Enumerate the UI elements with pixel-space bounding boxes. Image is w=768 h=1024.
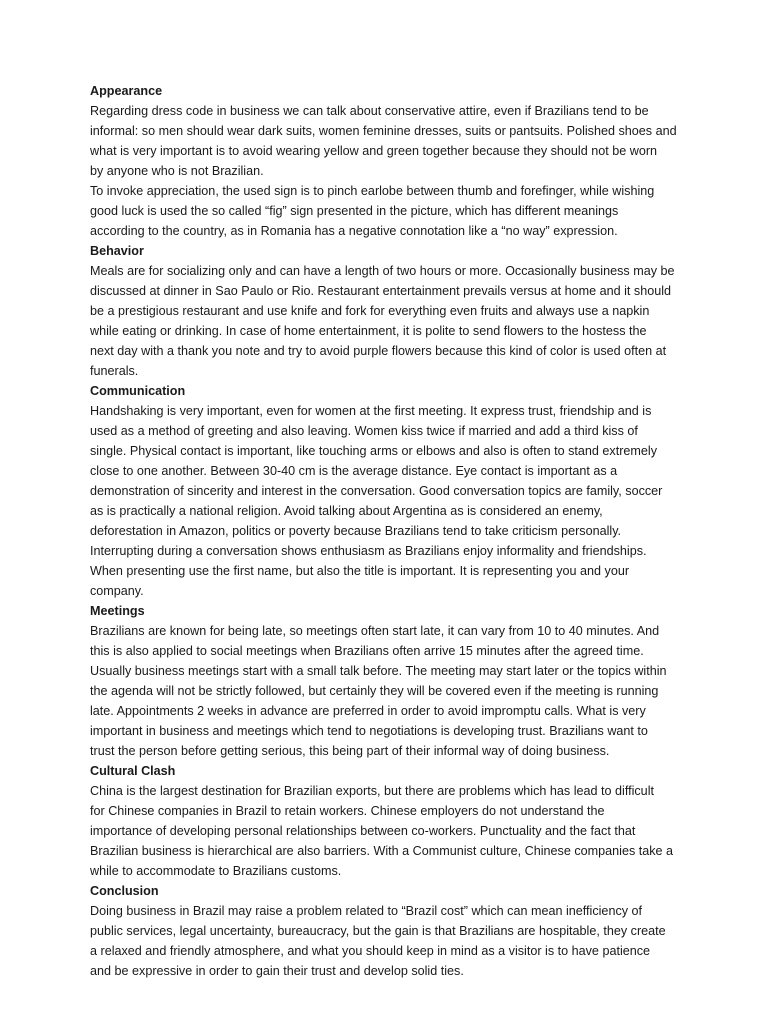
text-line: demonstration of sincerity and interest in the conversation. Good conversation topics are family, soccer [90,484,663,498]
text-line: and be expressive in order to gain their trust and develop solid ties. [90,964,464,978]
section-behavior [90,241,680,381]
text-line: while eating or drinking. In case of home entertainment, it is polite to send flowers to the hostess the [90,324,647,338]
text-line: Interrupting during a conversation shows enthusiasm as Brazilians enjoy informality and friendships. [90,544,647,558]
paragraph [90,261,680,381]
text-line: China is the largest destination for Brazilian exports, but there are problems which has lead to difficult [90,784,654,798]
paragraph [90,401,680,601]
section-appearance [90,81,680,241]
section-heading: Meetings [90,604,145,618]
section-heading: Appearance [90,84,163,98]
text-line: Doing business in Brazil may raise a problem related to “Brazil cost” which can mean inefficiency of [90,904,643,918]
text-line: used as a method of greeting and also leaving. Women kiss twice if married and add a third kiss of [90,424,638,438]
text-line: informal: so men should wear dark suits, women feminine dresses, suits or pantsuits. Polished shoes and [90,124,677,138]
text-line: by anyone who is not Brazilian. [90,164,264,178]
text-line: what is very important is to avoid wearing yellow and green together because they should not be worn [90,144,658,158]
paragraph [90,101,680,181]
document-page [90,81,680,981]
text-line: When presenting use the first name, but also the title is important. It is representing you and your [90,564,630,578]
text-line: Regarding dress code in business we can talk about conservative attire, even if Brazilians tend to be [90,104,649,118]
text-line: Brazilian business is hierarchical are also barriers. With a Communist culture, Chinese companies take a [90,844,674,858]
section-heading: Cultural Clash [90,764,176,778]
text-line: late. Appointments 2 weeks in advance are preferred in order to avoid impromptu calls. What is very [90,704,646,718]
text-line: importance of developing personal relationships between co-workers. Punctuality and the fact that [90,824,636,838]
text-line: public services, legal uncertainty, bureaucracy, but the gain is that Brazilians are hospitable, they create [90,924,666,938]
text-line: be a prestigious restaurant and use knife and fork for everything even fruits and always use a napkin [90,304,650,318]
paragraph [90,901,680,981]
text-line: this is also applied to social meetings when Brazilians often arrive 15 minutes after the agreed time. [90,644,644,658]
text-line: Usually business meetings start with a small talk before. The meeting may start later or the topics within [90,664,667,678]
text-line: while to accommodate to Brazilians customs. [90,864,342,878]
text-line: good luck is used the so called “fig” sign presented in the picture, which has different meanings [90,204,619,218]
text-line: a relaxed and friendly atmosphere, and what you should keep in mind as a visitor is to have patience [90,944,651,958]
text-line: trust the person before getting serious, this being part of their informal way of doing business. [90,744,610,758]
text-line: Handshaking is very important, even for women at the first meeting. It express trust, friendship and is [90,404,652,418]
section-communication [90,381,680,601]
text-line: To invoke appreciation, the used sign is to pinch earlobe between thumb and forefinger, while wishing [90,184,655,198]
text-line: deforestation in Amazon, politics or poverty because Brazilians tend to take criticism personally. [90,524,622,538]
section-heading: Behavior [90,244,144,258]
text-line: company. [90,584,144,598]
text-line: Meals are for socializing only and can have a length of two hours or more. Occasionally business may be [90,264,675,278]
section-heading: Conclusion [90,884,159,898]
text-line: as is practically a national religion. Avoid talking about Argentina as is considered an enemy, [90,504,603,518]
paragraph [90,621,680,761]
text-line: single. Physical contact is important, like touching arms or elbows and also is often to stand extremely [90,444,657,458]
text-line: funerals. [90,364,139,378]
text-line: next day with a thank you note and try to avoid purple flowers because this kind of color is used often at [90,344,667,358]
section-cultural-clash [90,761,680,881]
text-line: according to the country, as in Romania has a negative connotation like a “no way” expression. [90,224,618,238]
text-line: close to one another. Between 30-40 cm is the average distance. Eye contact is important as a [90,464,618,478]
paragraph [90,781,680,881]
text-line: Brazilians are known for being late, so meetings often start late, it can vary from 10 to 40 minutes. And [90,624,660,638]
section-heading: Communication [90,384,186,398]
paragraph [90,181,680,241]
section-meetings [90,601,680,761]
text-line: discussed at dinner in Sao Paulo or Rio. Restaurant entertainment prevails versus at home and it should [90,284,672,298]
section-conclusion [90,881,680,981]
text-line: important in business and meetings which tend to negotiations is developing trust. Brazilians want to [90,724,648,738]
text-line: the agenda will not be strictly followed, but certainly they will be covered even if the meeting is running [90,684,659,698]
text-line: for Chinese companies in Brazil to retain workers. Chinese employers do not understand the [90,804,605,818]
